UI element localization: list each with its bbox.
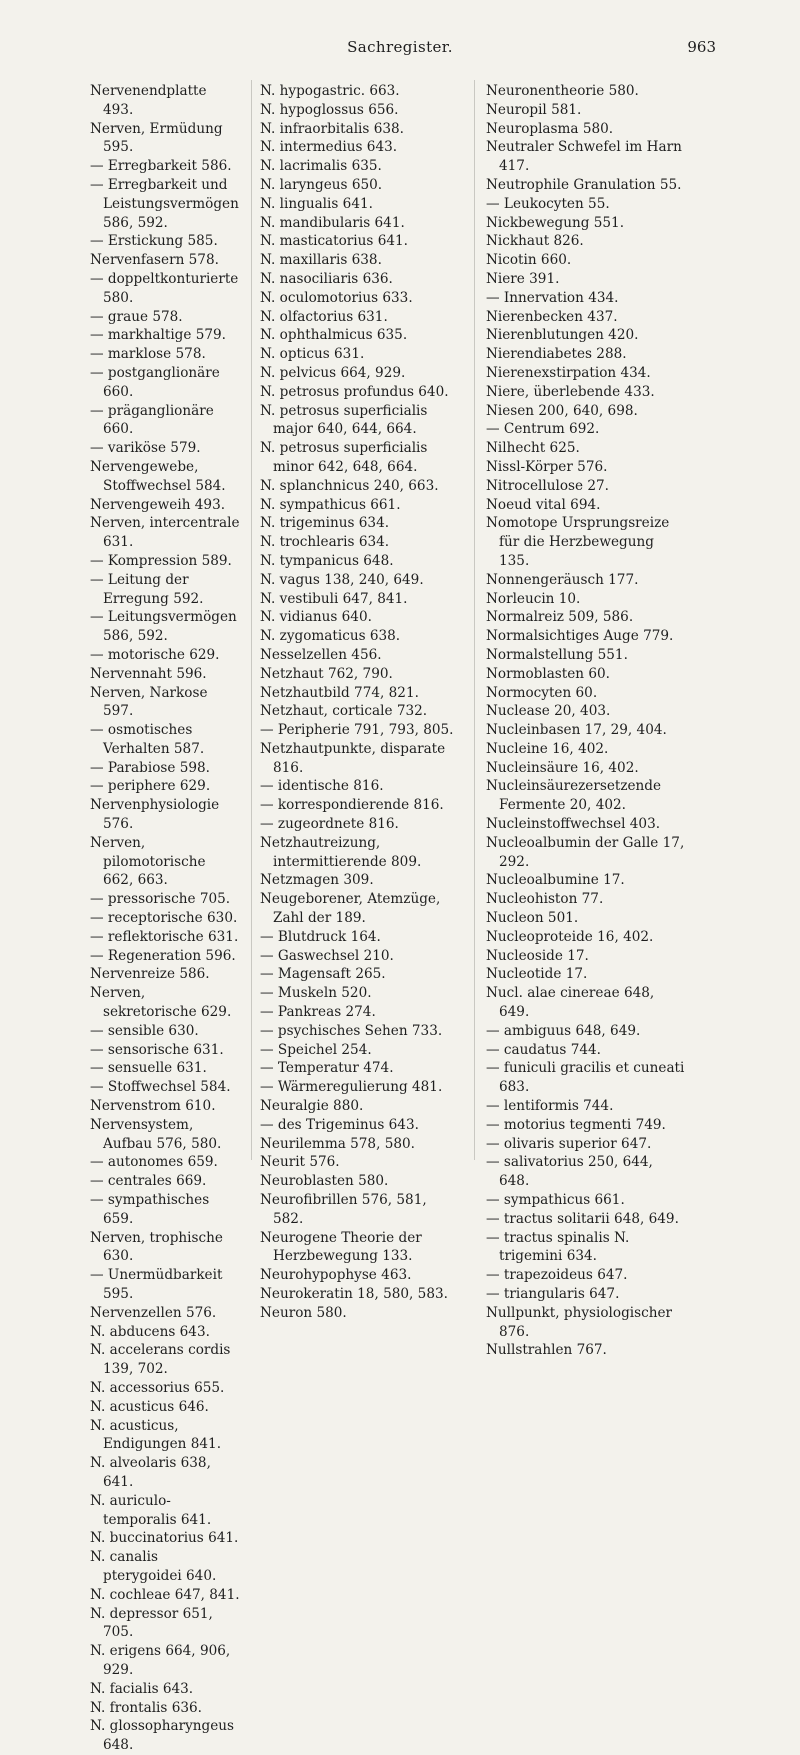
index-entry: N. infraorbitalis 638.	[260, 120, 404, 137]
index-entry: Nucleine 16, 402.	[486, 740, 609, 757]
index-entry: — Kompression 589.	[90, 552, 232, 569]
index-entry: — des Trigeminus 643.	[260, 1116, 419, 1133]
index-entry: — osmotisches Verhalten 587.	[90, 722, 205, 757]
index-entry: Nervenphysiologie 576.	[90, 797, 220, 833]
index-entry: Nervennaht 596.	[90, 665, 207, 682]
index-entry: Niere, überlebende 433.	[486, 383, 655, 400]
index-entry: Neutrophile Granulation 55.	[486, 176, 682, 193]
index-entry: N. accessorius 655.	[90, 1379, 225, 1396]
index-entry: — markhaltige 579.	[90, 327, 226, 344]
index-entry: — caudatus 744.	[486, 1041, 601, 1058]
index-entry: N. petrosus superficialis minor 642, 648, 664.	[260, 440, 428, 475]
index-entry: — Unermüdbarkeit 595.	[90, 1267, 223, 1302]
index-entry: Nervengeweih 493.	[90, 496, 226, 513]
index-entry: N. opticus 631.	[260, 346, 365, 363]
index-entry: — marklose 578.	[90, 346, 206, 363]
index-entry: Nucleon 501.	[486, 910, 579, 927]
index-entry: Nerven, trophische 630.	[90, 1229, 223, 1265]
index-entry: Netzhautbild 774, 821.	[260, 684, 419, 701]
index-entry: — centrales 669.	[90, 1173, 207, 1190]
index-entry: N. acusticus 646.	[90, 1398, 209, 1415]
index-entry: Netzhautreizung, intermittierende 809.	[260, 834, 422, 870]
index-entry: Nucleoproteide 16, 402.	[486, 928, 654, 945]
index-entry: N. laryngeus 650.	[260, 176, 383, 193]
index-entry: Nierenexstirpation 434.	[486, 364, 651, 381]
index-entry: Nervengewebe, Stoffwechsel 584.	[90, 458, 226, 494]
index-entry: N. trigeminus 634.	[260, 515, 390, 532]
index-entry: — psychisches Sehen 733.	[260, 1022, 443, 1039]
index-entry: N. depressor 651, 705.	[90, 1605, 213, 1641]
index-entry: N. olfactorius 631.	[260, 308, 388, 325]
index-entry: Nucleinbasen 17, 29, 404.	[486, 722, 667, 739]
index-entry: — motorische 629.	[90, 646, 220, 663]
index-entry: N. tympanicus 648.	[260, 552, 394, 569]
index-entry: — Innervation 434.	[486, 289, 619, 306]
index-entry: Nervenreize 586.	[90, 966, 210, 983]
index-entry: — Parabiose 598.	[90, 759, 211, 776]
index-column-2	[260, 82, 455, 1323]
index-entry: — Erregbarkeit und Leistungsvermögen 586, 592.	[90, 176, 239, 231]
index-entry: — korrespondierende 816.	[260, 797, 444, 814]
index-entry: Nucleinsäure 16, 402.	[486, 759, 639, 776]
index-entry: Normocyten 60.	[486, 684, 598, 701]
index-entry: N. masticatorius 641.	[260, 233, 408, 250]
index-entry: Nierenbecken 437.	[486, 308, 618, 325]
index-entry: — tractus spinalis N. trigemini 634.	[486, 1229, 630, 1265]
index-entry: — periphere 629.	[90, 778, 211, 795]
index-entry: — Temperatur 474.	[260, 1060, 394, 1077]
index-entry: — graue 578.	[90, 308, 183, 325]
index-entry: Niesen 200, 640, 698.	[486, 402, 638, 419]
page-header	[0, 38, 800, 58]
running-title: Sachregister.	[347, 38, 453, 56]
index-entry: — salivatorius 250, 644, 648.	[486, 1154, 653, 1190]
index-entry: Neuron 580.	[260, 1304, 347, 1321]
index-column-3	[486, 82, 686, 1360]
index-entry: Nucleoalbumine 17.	[486, 872, 625, 889]
index-entry: Neurofibrillen 576, 581, 582.	[260, 1192, 427, 1227]
index-entry: Nonnengeräusch 177.	[486, 571, 639, 588]
index-entry: — ambiguus 648, 649.	[486, 1022, 641, 1039]
index-entry: — Muskeln 520.	[260, 985, 372, 1002]
index-entry: N. erigens 664, 906, 929.	[90, 1643, 231, 1678]
index-entry: — sympathisches 659.	[90, 1192, 210, 1227]
index-entry: — tractus solitarii 648, 649.	[486, 1210, 679, 1227]
index-entry: Nucleinsäurezersetzende Fermente 20, 402.	[486, 778, 662, 814]
index-entry: — Leitungsvermögen 586, 592.	[90, 609, 237, 645]
index-entry: Normoblasten 60.	[486, 665, 610, 682]
index-entry: Noeud vital 694.	[486, 496, 601, 513]
index-entry: N. acusticus, Endigungen 841.	[90, 1417, 222, 1453]
index-entry: Nesselzellen 456.	[260, 646, 382, 663]
index-entry: Neutraler Schwefel im Harn 417.	[486, 139, 682, 175]
index-entry: Neuroblasten 580.	[260, 1173, 389, 1190]
index-entry: Nierendiabetes 288.	[486, 346, 627, 363]
index-entry: Nerven, Ermüdung 595.	[90, 120, 223, 156]
index-entry: Nuclease 20, 403.	[486, 703, 611, 720]
index-entry: Neurokeratin 18, 580, 583.	[260, 1286, 448, 1302]
index-entry: Nervenendplatte 493.	[90, 83, 207, 118]
index-entry: Neugeborener, Atemzüge, Zahl der 189.	[260, 891, 441, 927]
index-entry: — Magensaft 265.	[260, 966, 386, 983]
column-divider-left	[251, 80, 252, 1160]
index-entry: Neurilemma 578, 580.	[260, 1135, 415, 1152]
index-entry: Nicotin 660.	[486, 252, 572, 269]
index-entry: — autonomes 659.	[90, 1154, 218, 1171]
index-entry: N. oculomotorius 633.	[260, 289, 413, 306]
index-entry: Nucleohiston 77.	[486, 891, 604, 908]
index-entry: — präganglionäre 660.	[90, 402, 214, 438]
index-entry: — Stoffwechsel 584.	[90, 1079, 231, 1096]
index-entry: N. ophthalmicus 635.	[260, 327, 408, 344]
index-entry: Nierenblutungen 420.	[486, 327, 639, 344]
index-entry: Normalreiz 509, 586.	[486, 609, 634, 626]
index-entry: Neuralgie 880.	[260, 1098, 364, 1115]
index-entry: Neuropil 581.	[486, 101, 582, 118]
index-entry: Nervensystem, Aufbau 576, 580.	[90, 1116, 222, 1152]
index-entry: — funiculi gracilis et cuneati 683.	[486, 1060, 685, 1096]
index-entry: — motorius tegmenti 749.	[486, 1116, 666, 1133]
index-entry: N. frontalis 636.	[90, 1699, 202, 1716]
index-entry: Nissl-Körper 576.	[486, 458, 608, 475]
index-entry: Nucl. alae cinereae 648, 649.	[486, 985, 655, 1021]
column-divider-right	[474, 80, 475, 1160]
index-entry: Netzhautpunkte, disparate 816.	[260, 740, 446, 776]
index-entry: Neuronentheorie 580.	[486, 83, 639, 99]
index-entry: — Regeneration 596.	[90, 947, 236, 964]
index-column-1	[90, 82, 240, 1755]
index-entry: Netzmagen 309.	[260, 872, 374, 889]
index-entry: — Leukocyten 55.	[486, 195, 610, 212]
index-entry: Neuroplasma 580.	[486, 120, 614, 137]
index-entry: — identische 816.	[260, 778, 384, 795]
index-entry: N. petrosus profundus 640.	[260, 383, 449, 400]
index-entry: — pressorische 705.	[90, 891, 231, 908]
index-entry: — reflektorische 631.	[90, 928, 239, 945]
index-entry: N. buccinatorius 641.	[90, 1530, 239, 1547]
index-entry: N. maxillaris 638.	[260, 252, 382, 269]
index-entry: — Erstickung 585.	[90, 233, 218, 250]
index-entry: N. mandibularis 641.	[260, 214, 405, 231]
index-entry: N. vestibuli 647, 841.	[260, 590, 408, 607]
index-entry: — trapezoideus 647.	[486, 1267, 628, 1284]
index-entry: N. vagus 138, 240, 649.	[260, 571, 424, 588]
index-entry: Nervenfasern 578.	[90, 252, 219, 269]
index-entry: Normalstellung 551.	[486, 646, 628, 663]
index-entry: N. lacrimalis 635.	[260, 158, 382, 175]
index-entry: N. canalis pterygoidei 640.	[90, 1549, 217, 1584]
index-entry: N. auriculo-temporalis 641.	[90, 1492, 212, 1528]
index-entry: N. zygomaticus 638.	[260, 628, 401, 645]
index-entry: — Blutdruck 164.	[260, 928, 381, 945]
index-entry: — Speichel 254.	[260, 1041, 372, 1058]
index-entry: N. alveolaris 638, 641.	[90, 1455, 211, 1490]
index-entry: N. pelvicus 664, 929.	[260, 364, 406, 381]
index-entry: Nerven, Narkose 597.	[90, 684, 208, 720]
index-entry: — Centrum 692.	[486, 421, 600, 438]
index-entry: N. lingualis 641.	[260, 195, 373, 212]
index-entry: Nickhaut 826.	[486, 233, 584, 250]
index-entry: N. facialis 643.	[90, 1680, 194, 1697]
index-entry: Normalsichtiges Auge 779.	[486, 628, 674, 645]
index-entry: — receptorische 630.	[90, 910, 238, 927]
index-entry: N. cochleae 647, 841.	[90, 1586, 240, 1603]
index-entry: N. hypoglossus 656.	[260, 101, 399, 118]
index-entry: N. splanchnicus 240, 663.	[260, 477, 439, 494]
index-entry: N. hypogastric. 663.	[260, 83, 400, 99]
index-entry: — Peripherie 791, 793, 805.	[260, 722, 454, 739]
index-entry: N. vidianus 640.	[260, 609, 372, 626]
index-entry: N. intermedius 643.	[260, 139, 398, 156]
index-entry: — Erregbarkeit 586.	[90, 158, 232, 175]
index-entry: Norleucin 10.	[486, 590, 581, 607]
index-entry: Nickbewegung 551.	[486, 214, 625, 231]
index-entry: — variköse 579.	[90, 440, 201, 457]
index-entry: N. accelerans cordis 139, 702.	[90, 1342, 231, 1378]
index-entry: Nucleoalbumin der Galle 17, 292.	[486, 834, 685, 870]
index-entry: — sensorische 631.	[90, 1041, 224, 1058]
index-entry: Neurit 576.	[260, 1154, 340, 1171]
index-entry: Neurogene Theorie der Herzbewegung 133.	[260, 1229, 422, 1265]
index-entry: Netzhaut, corticale 732.	[260, 703, 428, 720]
index-entry: N. abducens 643.	[90, 1323, 210, 1340]
index-entry: — triangularis 647.	[486, 1286, 620, 1302]
index-entry: N. petrosus superficialis major 640, 644, 664.	[260, 402, 428, 438]
index-entry: — Leitung der Erregung 592.	[90, 571, 204, 607]
index-entry: Nilhecht 625.	[486, 440, 580, 457]
index-entry: Nervenstrom 610.	[90, 1098, 216, 1115]
index-entry: Nullstrahlen 767.	[486, 1342, 607, 1359]
index-entry: — sensible 630.	[90, 1022, 199, 1039]
index-entry: Nerven, pilomotorische 662, 663.	[90, 834, 206, 889]
index-entry: N. glossopharyngeus 648.	[90, 1718, 235, 1754]
index-entry: N. trochlearis 634.	[260, 534, 390, 551]
index-entry: Nucleinstoffwechsel 403.	[486, 816, 661, 833]
index-entry: — postganglionäre 660.	[90, 364, 220, 400]
index-entry: — lentiformis 744.	[486, 1098, 614, 1115]
index-entry: Nerven, intercentrale 631.	[90, 515, 240, 551]
index-entry: — doppeltkonturierte 580.	[90, 270, 239, 306]
index-entry: — Gaswechsel 210.	[260, 947, 394, 964]
index-entry: — zugeordnete 816.	[260, 816, 399, 833]
index-entry: — Pankreas 274.	[260, 1004, 376, 1021]
index-entry: Nitrocellulose 27.	[486, 477, 609, 494]
index-entry: — olivaris superior 647.	[486, 1135, 652, 1152]
page-number: 963	[687, 38, 716, 56]
index-entry: Nullpunkt, physiologischer 876.	[486, 1304, 673, 1340]
index-entry: Netzhaut 762, 790.	[260, 665, 393, 682]
index-entry: — sympathicus 661.	[486, 1192, 625, 1209]
index-entry: Nomotope Ursprungsreize für die Herzbewegung 135.	[486, 515, 670, 569]
index-entry: — Wärmeregulierung 481.	[260, 1079, 443, 1096]
index-entry: N. sympathicus 661.	[260, 496, 401, 513]
index-entry: Neurohypophyse 463.	[260, 1267, 412, 1284]
index-entry: Nervenzellen 576.	[90, 1304, 217, 1321]
index-entry: Nucleotide 17.	[486, 966, 588, 983]
index-entry: — sensuelle 631.	[90, 1060, 207, 1077]
index-entry: N. nasociliaris 636.	[260, 270, 393, 287]
index-entry: Nerven, sekretorische 629.	[90, 985, 232, 1021]
index-entry: Niere 391.	[486, 270, 560, 287]
index-entry: Nucleoside 17.	[486, 947, 589, 964]
